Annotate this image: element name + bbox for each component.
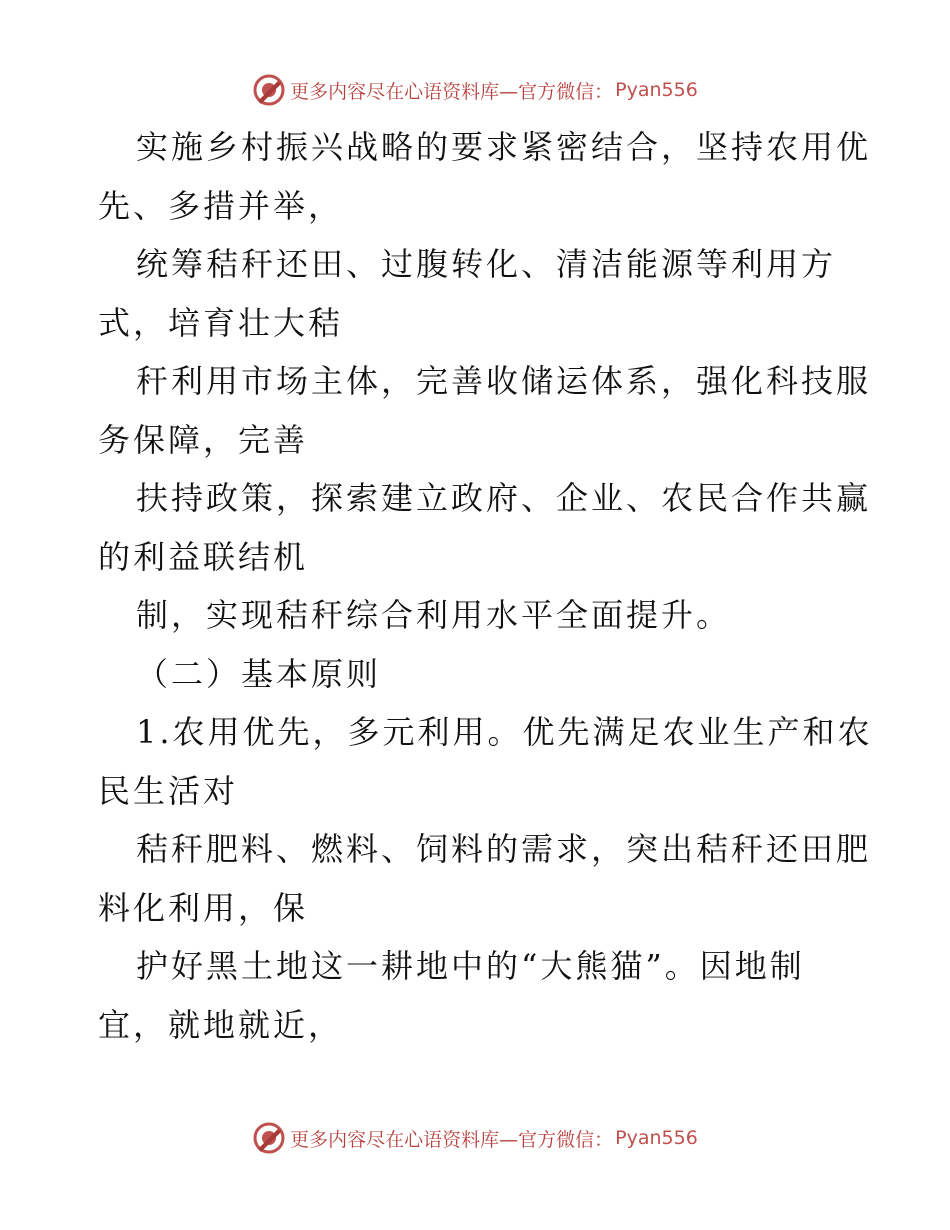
text-line: 宜，就地就近， <box>98 1005 344 1044</box>
watermark-text: 更多内容尽在心语资料库—官方微信： <box>290 80 614 103</box>
document-body <box>98 118 873 1054</box>
text-line: 先、多措并举， <box>98 186 344 225</box>
text-line: 制，实现秸秆综合利用水平全面提升。 <box>136 596 732 634</box>
text-line: 统筹秸秆还田、过腹转化、清洁能源等利用方 <box>136 245 837 283</box>
pen-logo-icon <box>252 73 286 107</box>
text-line: 1.农用优先，多元利用。优先满足农业生产和农 <box>136 713 873 751</box>
pen-logo-icon <box>252 1121 286 1155</box>
text-line: 民生活对 <box>98 771 239 810</box>
header-watermark <box>0 70 950 110</box>
text-line: 秸秆肥料、燃料、饲料的需求，突出秸秆还田肥 <box>136 830 872 868</box>
text-line: 秆利用市场主体，完善收储运体系，强化科技服 <box>136 362 872 400</box>
text-line: 料化利用，保 <box>98 888 309 927</box>
text-line: 式，培育壮大秸 <box>98 303 344 342</box>
text-line: 的利益联结机 <box>98 537 309 576</box>
text-line: 护好黑土地这一耕地中的“大熊猫”。因地制 <box>136 947 805 985</box>
text-line: 务保障，完善 <box>98 420 309 459</box>
watermark-wechat-id: Pyan556 <box>615 79 698 101</box>
text-line: 扶持政策，探索建立政府、企业、农民合作共赢 <box>136 479 872 517</box>
watermark-wechat-id: Pyan556 <box>615 1127 698 1149</box>
section-heading: （二）基本原则 <box>136 654 382 693</box>
text-line: 实施乡村振兴战略的要求紧密结合，坚持农用优 <box>136 128 872 166</box>
watermark-text: 更多内容尽在心语资料库—官方微信： <box>290 1128 614 1151</box>
footer-watermark <box>0 1118 950 1158</box>
